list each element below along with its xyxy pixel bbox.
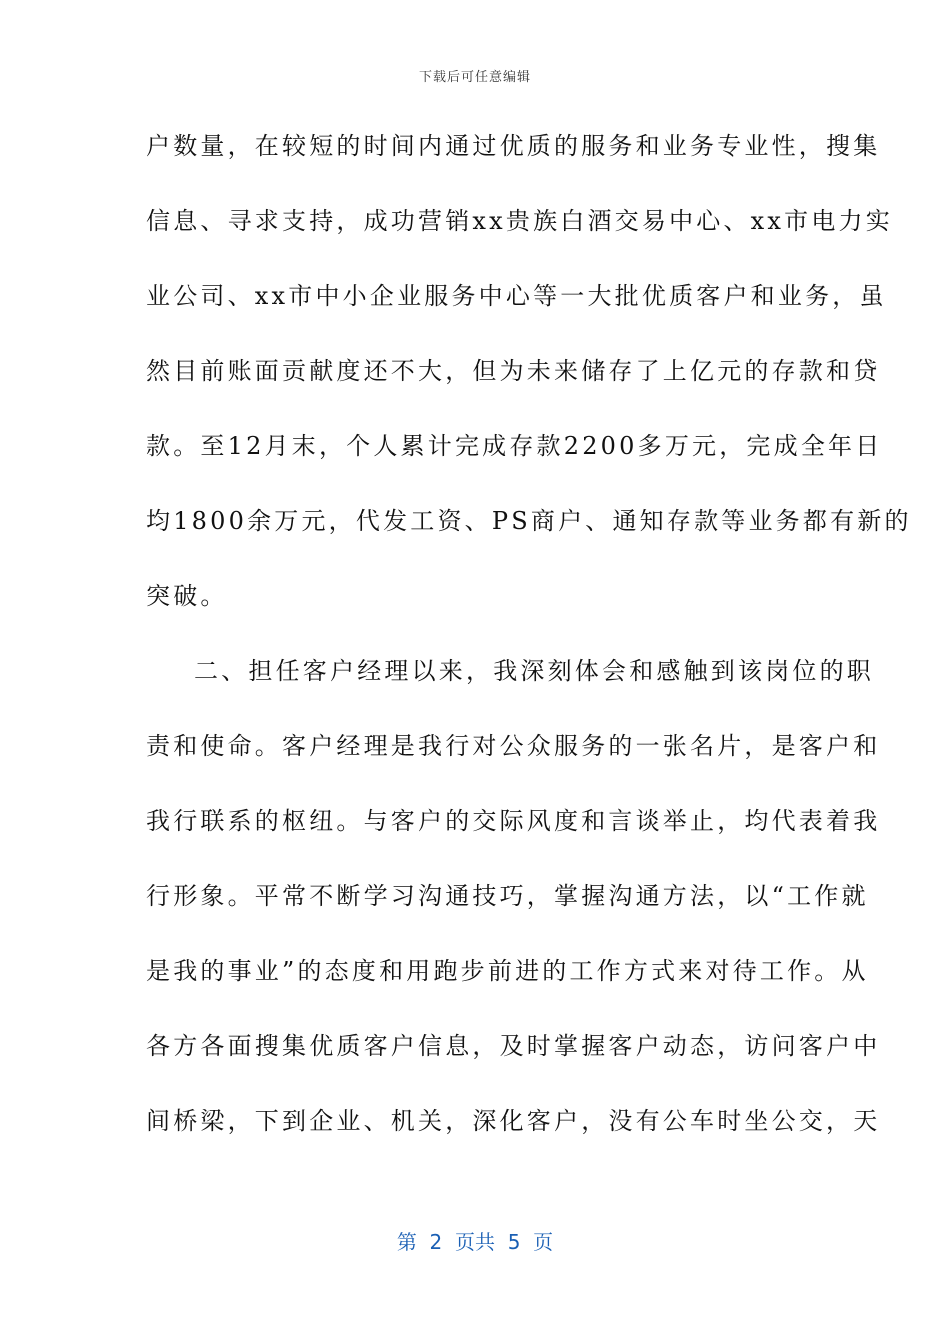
body-line: 突破。 (146, 582, 228, 610)
body-line: 行形象。平常不断学习沟通技巧，掌握沟通方法，以“工作就 (146, 882, 869, 910)
body-line: 我行联系的枢纽。与客户的交际风度和言谈举止，均代表着我 (146, 807, 881, 835)
paragraph-start-line: 二、担任客户经理以来，我深刻体会和感触到该岗位的职 (194, 657, 874, 685)
body-line: 户数量，在较短的时间内通过优质的服务和业务专业性，搜集 (146, 132, 881, 160)
body-line: 业公司、xx市中小企业服务中心等一大批优质客户和业务，虽 (146, 282, 887, 310)
page-header: 下载后可任意编辑 (418, 70, 531, 85)
body-line: 然目前账面贡献度还不大，但为未来储存了上亿元的存款和贷 (146, 357, 881, 385)
body-line: 信息、寻求支持，成功营销xx贵族白酒交易中心、xx市电力实 (146, 207, 893, 235)
body-line: 是我的事业”的态度和用跑步前进的工作方式来对待工作。从 (146, 957, 869, 985)
page-number-footer: 第 2 页共 5 页 (396, 1230, 554, 1254)
body-line: 款。至12月末，个人累计完成存款2200多万元，完成全年日 (146, 432, 883, 460)
body-line: 责和使命。客户经理是我行对公众服务的一张名片，是客户和 (146, 732, 881, 760)
body-line: 间桥梁，下到企业、机关，深化客户，没有公车时坐公交，天 (146, 1107, 881, 1135)
body-line: 均1800余万元，代发工资、PS商户、通知存款等业务都有新的 (146, 507, 912, 535)
body-line: 各方各面搜集优质客户信息，及时掌握客户动态，访问客户中 (146, 1032, 881, 1060)
